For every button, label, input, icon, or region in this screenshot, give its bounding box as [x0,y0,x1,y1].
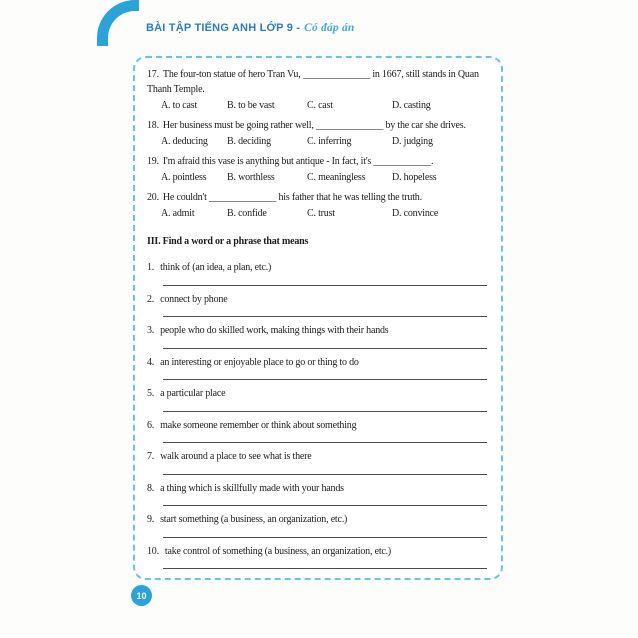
option-c: C. meaningless [307,172,366,183]
list-item-text [147,387,489,402]
options-row [161,99,489,114]
item-number: 6. [147,419,155,431]
list-item-2 [147,293,489,318]
option-b: B. worthless [227,172,275,183]
list-item-text [147,261,489,276]
option-a: A. to cast [161,100,198,111]
option-c: C. trust [307,208,335,219]
exercise-box [133,56,503,580]
item-text: an interesting or enjoyable place to go or thing to do [160,356,359,368]
item-text: connect by phone [160,293,228,305]
page-subtitle: Có đáp án [304,22,355,34]
question-number: 19. [147,155,159,167]
option-d: D. hopeless [392,172,437,183]
list-item-text [147,356,489,371]
answer-blank-line [163,505,487,506]
option-d: D. convince [392,208,439,219]
list-item-3 [147,324,489,349]
question-18 [147,119,489,150]
option-b: B. confide [227,208,267,219]
item-text: start something (a business, an organization, etc.) [160,514,348,525]
question-number: 20. [147,191,159,203]
item-text: walk around a place to see what is there [160,451,312,462]
item-text: make someone remember or think about something [160,419,357,431]
list-item-4 [147,356,489,381]
question-text [147,119,489,134]
question-19 [147,155,489,186]
option-d: D. casting [392,100,431,111]
item-number: 4. [147,356,155,368]
answer-blank-line [163,537,487,538]
list-item-text [147,450,489,465]
option-a: A. pointless [161,172,207,183]
option-b: B. deciding [227,136,271,147]
page-number-badge: 10 [131,585,152,606]
question-20 [147,191,489,222]
list-item-text [147,293,489,308]
item-number: 10. [147,545,159,557]
list-item-text [147,482,489,497]
item-number: 5. [147,388,155,399]
question-17 [147,68,489,114]
options-row [161,135,489,150]
item-text: take control of something (a business, an organization, etc.) [164,545,392,557]
section-heading: III. Find a word or a phrase that means [147,235,309,247]
answer-blank-line [163,474,487,475]
list-item-10 [147,545,489,570]
options-row [161,207,489,222]
option-c: C. inferring [307,136,352,147]
item-number: 7. [147,451,155,462]
item-number: 8. [147,482,155,494]
option-b: B. to be vast [227,100,275,111]
question-body: The four-ton statue of hero Tran Vu, ______________ in 1667, still stands in Quan Thanh Temple. [147,69,479,95]
option-a: A. admit [161,208,195,219]
answer-blank-line [163,348,487,349]
cover-corner-decoration [97,0,139,46]
list-item-7 [147,450,489,475]
question-body: Her business must be going rather well, ______________ by the car she drives. [162,119,466,131]
item-text: a thing which is skillfully made with your hands [160,482,344,494]
question-text [147,155,489,170]
question-text [147,68,489,97]
list-item-6 [147,419,489,444]
item-number: 9. [147,514,155,525]
question-text [147,191,489,206]
list-item-5 [147,387,489,412]
item-number: 1. [147,262,155,273]
list-item-8 [147,482,489,507]
item-text: think of (an idea, a plan, etc.) [160,262,272,273]
item-number: 2. [147,293,155,305]
answer-blank-line [163,379,487,380]
page-header [146,22,546,34]
list-item-text [147,545,489,560]
item-number: 3. [147,325,155,336]
option-a: A. deducing [161,136,208,147]
list-item-9 [147,513,489,538]
list-item-text [147,419,489,434]
option-d: D. judging [392,136,433,147]
answer-blank-line [163,316,487,317]
answer-blank-line [163,411,487,412]
question-number: 18. [147,119,159,131]
answer-blank-line [163,568,487,569]
answer-blank-line [163,442,487,443]
list-item-text [147,324,489,339]
question-body: He couldn't ______________ his father that he was telling the truth. [162,191,422,203]
list-item-text [147,513,489,528]
item-text: people who do skilled work, making things with their hands [160,325,389,336]
question-body: I'm afraid this vase is anything but antique - In fact, it's ____________. [162,155,434,167]
question-number: 17. [147,69,159,80]
options-row [161,171,489,186]
item-text: a particular place [160,388,226,399]
option-c: C. cast [307,100,333,111]
answer-blank-line [163,285,487,286]
list-item-1 [147,261,489,286]
page-title: BÀI TẬP TIẾNG ANH LỚP 9 - [146,22,301,34]
